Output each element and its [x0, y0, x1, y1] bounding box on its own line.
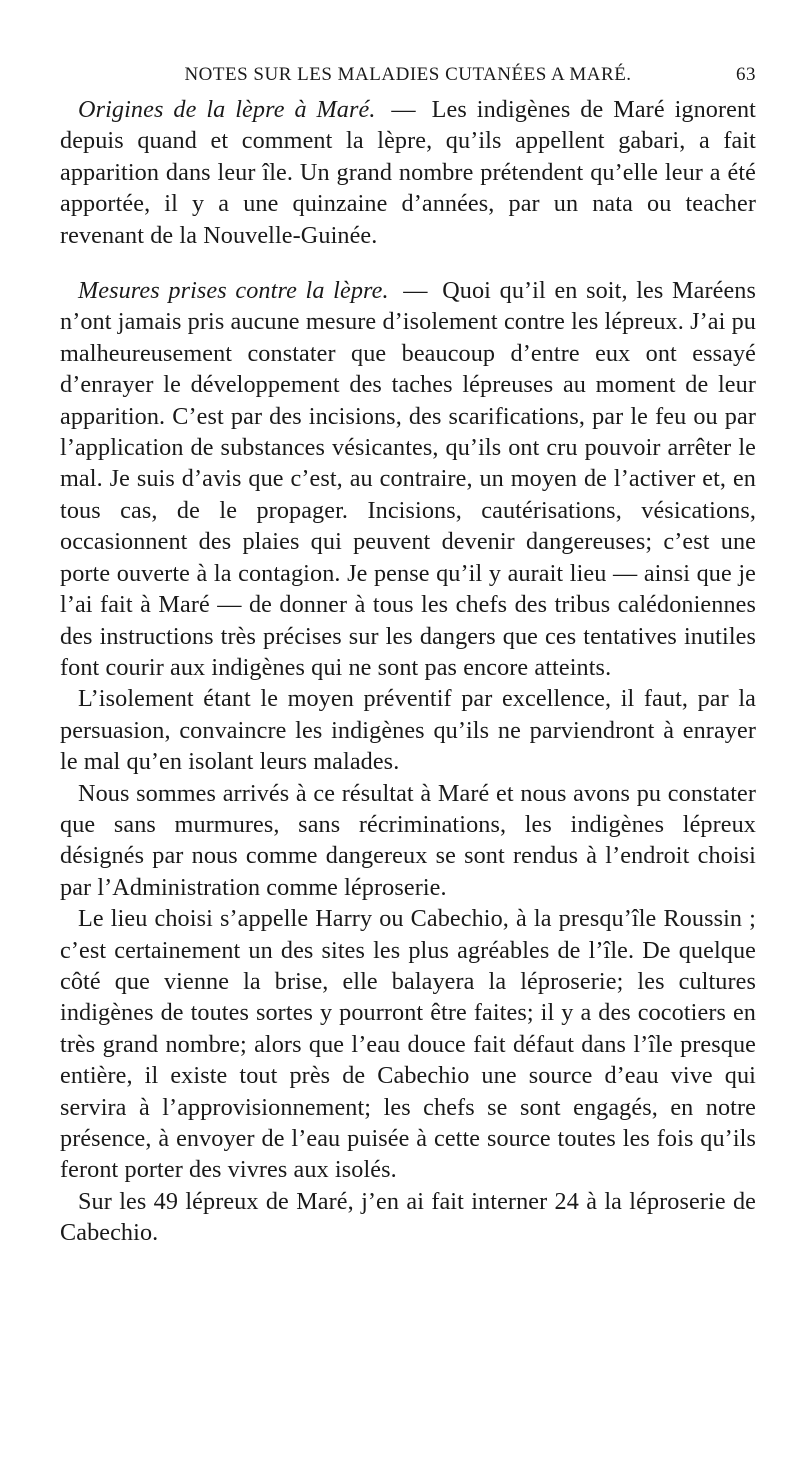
paragraph-isolement: L’isolement étant le moyen préventif par excellence, il faut, par la persuasion, convaincre les indigènes qu’ils ne parviendront à enrayer le mal qu’en isolant leurs malades.: [60, 685, 756, 776]
paragraph-text: Les indigènes de Maré ignorent depuis quand et comment la lèpre, qu’ils appellent gabari, a fait apparition dans leur île. Un grand nombre prétendent qu’elle leur a été apportée, il y a une quinzaine d’années, par un nata ou teacher revenant de la Nouvelle-Guinée.: [60, 96, 756, 249]
section-heading-origines: Origines de la lèpre à Maré.: [78, 96, 376, 123]
paragraph-internement: Sur les 49 lépreux de Maré, j’en ai fait interner 24 à la léproserie de Cabechio.: [60, 1187, 756, 1247]
section-mesures-paragraph: [60, 275, 756, 683]
body-text: [60, 94, 756, 1249]
heading-dash: —: [391, 96, 416, 123]
page-number: 63: [736, 64, 756, 85]
section-heading-mesures: Mesures prises contre la lèpre.: [78, 277, 389, 305]
paragraph-text: Quoi qu’il en soit, les Maréens n’ont jamais pris aucune mesure d’isolement contre les lépreux. J’ai pu malheureusement constater que beaucoup d’entre eux ont essayé d’enrayer le développement des taches lépreuses au moment de leur apparition. C’est par des incisions, des scarifications, par le feu ou par l’application de substances vésicantes, qu’ils ont cru pouvoir arrêter le mal. Je suis d’avis que c’est, au contraire, un moyen de l’activer et, en tous cas, de le propager. Incisions, cautérisations, vésications, occasionnent des plaies qui peuvent devenir dangereuses; c’est une porte ouverte à la contagion. Je pense qu’il y aurait lieu — ainsi que je l’ai fait à Maré — de donner à tous les chefs des tribus calédoniennes des instructions très précises sur les dangers que ces tentatives inutiles font courir aux indigènes qui ne sont pas encore atteints.: [60, 277, 757, 681]
book-page: [60, 58, 756, 1249]
paragraph-lieu-choisi: Le lieu choisi s’appelle Harry ou Cabechio, à la presqu’île Roussin ; c’est certainement un des sites les plus agréables de l’île. De quelque côté que vienne la brise, elle balayera la léproserie; les cultures indigènes de toutes sortes y pourront être faites; il y a des cocotiers en très grand nombre; alors que l’eau douce fait défaut dans l’île presque entière, il existe tout près de Cabechio une source d’eau vive qui servira à l’approvisionnement; les chefs se sont engagés, en notre présence, à envoyer de l’eau puisée à cette source toutes les fois qu’ils feront porter des vivres aux isolés.: [60, 905, 756, 1184]
heading-dash: —: [403, 277, 428, 305]
paragraph-resultat: Nous sommes arrivés à ce résultat à Maré et nous avons pu constater que sans murmures, sans récriminations, les indigènes lépreux désignés par nous comme dangereux se sont rendus à l’endroit choisi par l’Administration comme léproserie.: [60, 779, 756, 901]
section-origines-paragraph: [60, 94, 756, 251]
running-head: [60, 58, 756, 92]
running-head-title: NOTES SUR LES MALADIES CUTANÉES A MARÉ.: [184, 64, 632, 85]
